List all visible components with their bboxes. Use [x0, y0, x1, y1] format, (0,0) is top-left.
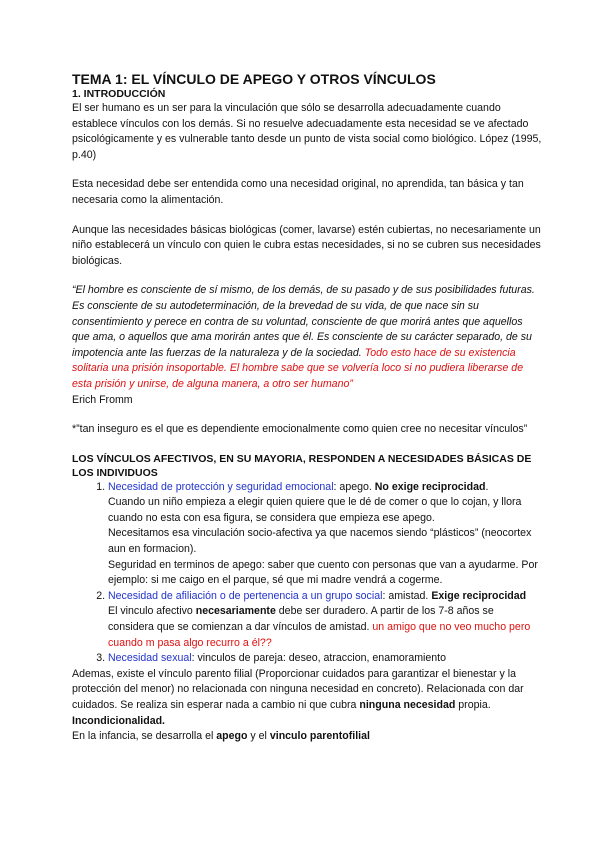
- item-body: Cuando un niño empieza a elegir quien quiere que le dé de comer o que lo cojan, y llora cuando no esta con esa figura, se considera que empieza ese apego.: [108, 496, 522, 524]
- paragraph-infancia: En la infancia, se desarrolla el apego y el vinculo parentofilial: [72, 730, 370, 743]
- item-label: Necesidad de afiliación o de pertenencia a un grupo social: [108, 589, 383, 602]
- item-label: Necesidad de protección y seguridad emocional: [108, 480, 334, 493]
- quote-text: “El hombre es consciente de sí mismo, de los demás, de su pasado y de sus posibilidades futuras. Es consciente de su autodeterminación, de la brevedad de su vida, de que nace sin su consentimiento y perece en contra de su voluntad, consciente de que morirá antes que aquellos que ama, o aquellos que ama morirán antes que él. Es consciente de su carácter separado, de su impotencia ante las fuerzas de la naturaleza y de la sociedad.: [72, 284, 535, 359]
- needs-list: [72, 480, 542, 667]
- quote-highlight-red: Todo esto hace de su existencia solitaria una prisión insoportable. El hombre sabe que se volvería loco si no pudiera liberarse de esta prisión y unirse, de alguna manera, a otro ser humano”: [72, 346, 524, 390]
- item-bold: No exige reciprocidad: [374, 480, 486, 493]
- item-comment-red: un amigo que no veo mucho pero cuando m pasa algo recurro a él??: [108, 621, 531, 649]
- paragraph-necesidades-basicas: Aunque las necesidades básicas biológicas (comer, lavarse) estén cubiertas, no necesariamente un niño establecerá un vínculo con quien le cubra estas necesidades, si no se cubren sus necesidades biológicas.: [72, 223, 541, 267]
- document-title: TEMA 1: EL VÍNCULO DE APEGO Y OTROS VÍNCULOS: [72, 71, 436, 87]
- item-bold: Exige reciprocidad: [431, 589, 527, 602]
- item-body: Seguridad en terminos de apego: saber que cuento con personas que van a ayudarme. Por ejemplo: si me caigo en el parque, sé que mi madre vendrá a cogerme.: [108, 558, 538, 587]
- section-heading-introduccion: 1. INTRODUCCIÓN: [72, 88, 166, 100]
- paragraph-necesidad: Esta necesidad debe ser entendida como una necesidad original, no aprendida, tan básica y tan necesaria como la alimentación.: [72, 178, 524, 206]
- item-label: Necesidad sexual: [108, 652, 192, 665]
- document-page: [72, 70, 542, 745]
- list-item-proteccion: 1. Necesidad de protección y seguridad emocional: apego. No exige reciprocidad. Cuando un niño empieza a elegir quien quiere que le dé de comer o que lo cojan, y llora cuando no esta con esa figura, se considera que empieza ese apego. Necesitamos esa vinculación socio-afectiva ya que nacemos siendo “plásticos” (neocortex aun en formacion). Seguridad en terminos de apego: saber que cuento con personas que van a ayudarme. Por ejemplo: si me caigo en el parque, sé que mi madre vendrá a cogerme.: [108, 480, 542, 589]
- quote-author: Erich Fromm: [72, 393, 133, 406]
- paragraph-intro: El ser humano es un ser para la vinculación que sólo se desarrolla adecuadamente cuando establece vínculos con los demás. Si no resuelve adecuadamente esta necesidad se ve afectado psicológicamente y es vulnerable tanto desde un punto de vista social como biológico. López (1995, p.40): [72, 102, 542, 161]
- fromm-quote: [72, 283, 542, 392]
- list-item-sexual: 3. Necesidad sexual: vinculos de pareja: deseo, atraccion, enamoramiento: [108, 651, 542, 667]
- note-dependencia: *”tan inseguro es el que es dependiente emocionalmente como quien cree no necesitar vínculos”: [72, 423, 528, 436]
- item-body: Necesitamos esa vinculación socio-afectiva ya que nacemos siendo “plásticos” (neocortex aun en formacion).: [108, 527, 532, 556]
- paragraph-parento-filial: Ademas, existe el vínculo parento filial (Proporcionar cuidados para garantizar el bienestar y la protección del menor) no relacionada con ninguna necesidad en concreto). Relacionada con dar cuidados. Se realiza sin esperar nada a cambio ni que cubra ninguna necesidad propia. Incondicionalidad.: [72, 667, 524, 727]
- section-heading-vinculos: LOS VÍNCULOS AFECTIVOS, EN SU MAYORIA, RESPONDEN A NECESIDADES BÁSICAS DE LOS INDIVIDUOS: [72, 452, 532, 479]
- list-item-afiliacion: 2. Necesidad de afiliación o de pertenencia a un grupo social: amistad. Exige reciprocidad El vinculo afectivo necesariamente debe ser duradero. A partir de los 7-8 años se considera que se comienzan a dar vínculos de amistad. un amigo que no veo mucho pero cuando m pasa algo recurro a él??: [108, 589, 542, 651]
